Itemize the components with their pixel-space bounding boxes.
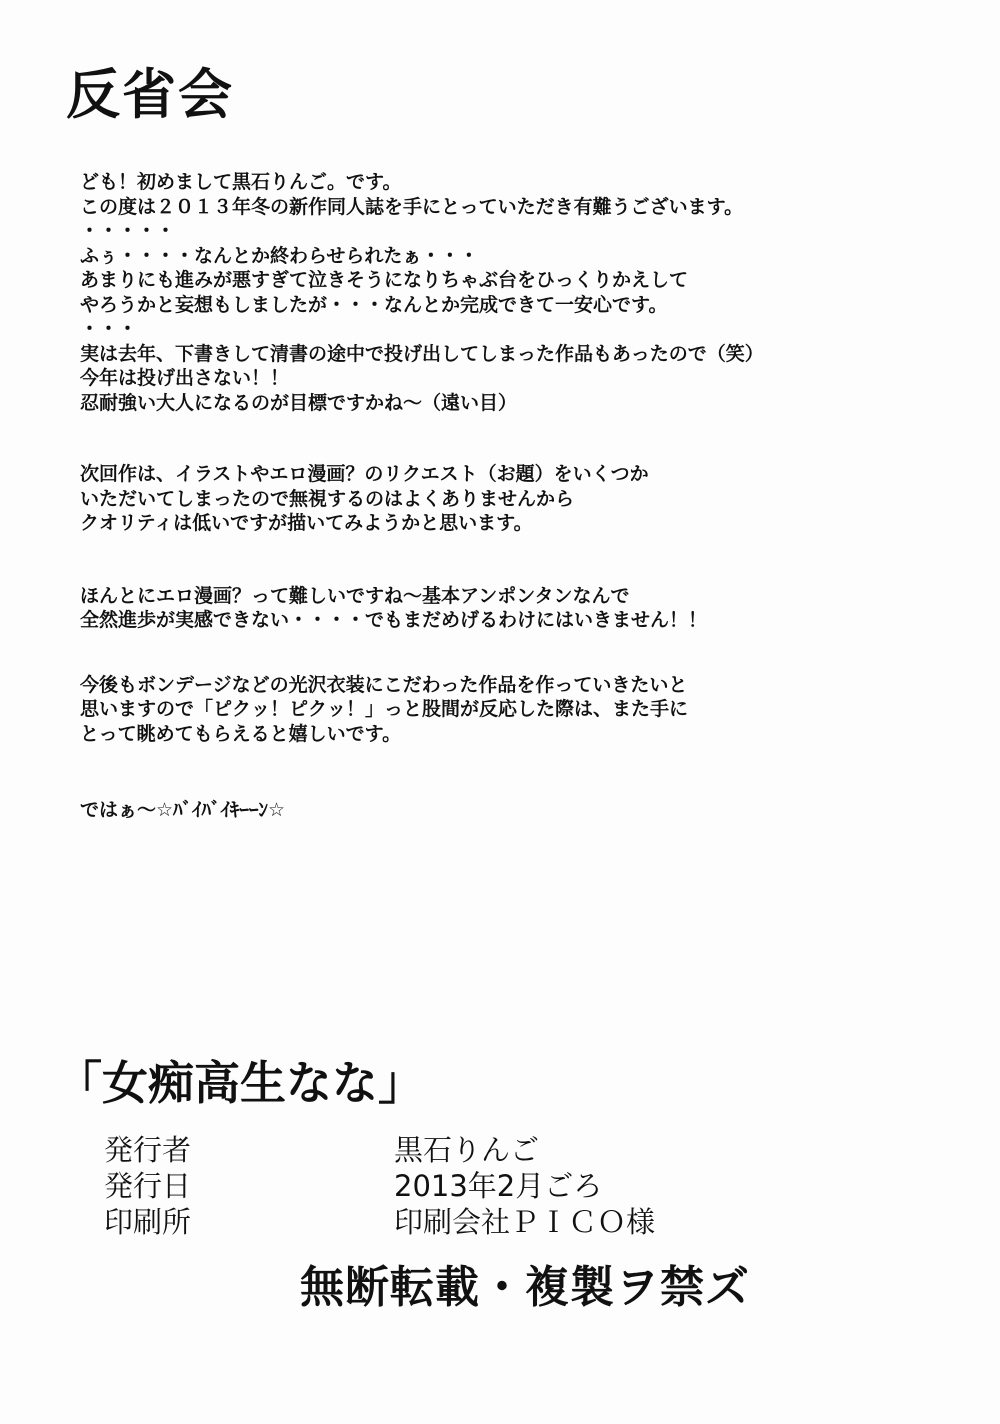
text-line: ・・・ [80,318,138,340]
colophon-label: 発行日 [104,1169,192,1203]
paragraph-signoff [80,798,960,823]
text-line: クオリティは低いですが描いてみようかと思います。 [80,512,533,534]
text-line: ほんとにエロ漫画？って難しいですね～基本アンポンタンなんで [80,584,630,607]
colophon-row-publisher [104,1132,655,1168]
colophon-label: 発行者 [104,1133,192,1167]
paragraph-future [80,673,960,747]
text-line: 思いますので「ピクッ！ピクッ！」っと股間が反応した際は、また手に [80,698,689,720]
paragraph-spacer [80,746,960,798]
text-line: ども！初めまして黒石りんご。です。 [80,171,402,193]
text-line: ・・・・・ [80,220,176,242]
paragraph-difficulty [80,584,960,633]
text-line: いただいてしまったので無視するのはよくありませんから [80,487,575,510]
text-line: 実は去年、下書きして清書の途中で投げ出してしまった作品もあったので（笑） [80,342,764,365]
colophon-row-date [104,1168,655,1204]
colophon-value: 印刷会社ＰＩＣＯ様 [394,1205,656,1239]
colophon-value: 黒石りんご [394,1133,540,1167]
colophon-value: 2013年2月ごろ [394,1169,603,1203]
colophon [104,1132,655,1240]
paragraph-spacer [80,633,960,673]
text-line: あまりにも進みが悪すぎて泣きそうになりちゃぶ台をひっくりかえして [80,269,689,291]
copyright-notice: 無断転載・複製ヲ禁ズ [300,1262,750,1313]
paragraph-greeting [80,170,960,415]
colophon-row-printer [104,1204,655,1240]
text-line: ではぁ～☆ﾊﾞｲﾊﾞｲｷｰｰﾝ☆ [80,799,286,821]
paragraph-spacer [80,536,960,584]
page-heading: 反省会 [66,63,234,126]
text-line: 今年は投げ出さない！！ [80,367,290,389]
text-line: この度は２０１３年冬の新作同人誌を手にとっていただき有難うございます。 [80,195,744,218]
colophon-label: 印刷所 [104,1205,192,1239]
afterword-body [80,170,960,823]
text-line: 忍耐強い大人になるのが目標ですかね～（遠い目） [80,391,518,414]
text-line: 全然進歩が実感できない・・・・でもまだめげるわけにはいきません！！ [80,609,708,631]
text-line: 今後もボンデージなどの光沢衣装にこだわった作品を作っていきたいと [80,673,688,696]
text-line: やろうかと妄想もしましたが・・・なんとか完成できて一安心です。 [80,293,668,316]
paragraph-spacer [80,415,960,462]
text-line: ふぅ・・・・なんとか終わらせられたぁ・・・ [80,244,479,267]
paragraph-next-work [80,462,960,536]
book-title: 「女痴高生なな」 [56,1056,424,1110]
text-line: とって眺めてもらえると嬉しいです。 [80,722,402,745]
text-line: 次回作は、イラストやエロ漫画？のリクエスト（お題）をいくつか [80,463,649,485]
